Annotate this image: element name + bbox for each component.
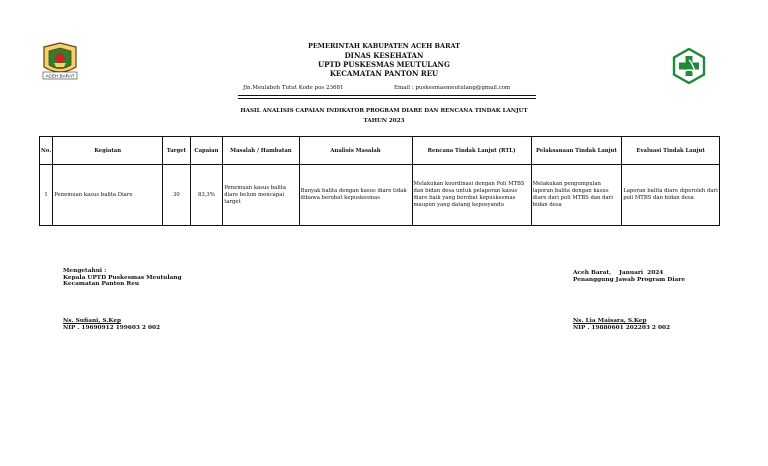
header-no: No. xyxy=(40,137,53,165)
table-header-row xyxy=(40,137,720,165)
signature-right xyxy=(573,270,685,283)
cell-capaian: 83,3% xyxy=(190,165,223,226)
letterhead-government: PEMERINTAH KABUPATEN ACEH BARAT xyxy=(307,42,461,50)
analysis-table xyxy=(39,136,720,226)
cell-pelaksanaan: Melakukan pengumpulan laporan balita dengan kasus diare dari poli MTBS dan dari bidan desa xyxy=(531,165,622,226)
header-evaluasi: Evaluasi Tindak Lanjut xyxy=(622,137,720,165)
sig-left-line3: Kecamatan Panton Reu xyxy=(63,281,140,287)
sig-right-nip: NIP . 19880601 202203 2 002 xyxy=(573,324,671,331)
letterhead-unit: UPTD PUSKESMAS MEUTULANG xyxy=(318,60,450,69)
header-kegiatan: Kegiatan xyxy=(53,137,163,165)
sig-left-line2: Kepala UPTD Puskesmas Meutulang xyxy=(63,274,182,281)
letterhead-divider-thin xyxy=(238,98,536,99)
sig-left-nip: NIP . 19690912 199603 2 002 xyxy=(63,324,161,331)
sig-left-name: Ns. Sufiani, S.Kep xyxy=(63,318,122,324)
sig-left-line1: Mengetahui : xyxy=(63,268,107,274)
cell-masalah: Penemuan kasus balita diare belum mencapai target xyxy=(223,165,299,226)
signature-right-name-block xyxy=(573,318,670,331)
cell-kegiatan: Penemuan kasus balita Diare xyxy=(53,165,163,226)
header-pelaksanaan: Pelaksanaan Tindak Lanjut xyxy=(531,137,622,165)
letterhead-district: KECAMATAN PANTON REU xyxy=(329,69,439,78)
cell-no: 1 xyxy=(40,165,53,226)
header-rtl: Rencana Tindak Lanjut (RTL) xyxy=(412,137,531,165)
sig-right-name: Ns. Lia Maisara, S.Kep xyxy=(573,318,647,324)
cell-evaluasi: Laporan balita diare diperoleh dari poli MTBS dan bidan desa xyxy=(622,165,720,226)
cell-analisis: Banyak balita dengan kasus diare tidak dibawa berobat kepuskesmas xyxy=(299,165,412,226)
signature-left-name-block xyxy=(63,318,160,331)
cell-target: 30 xyxy=(163,165,190,226)
header-target: Target xyxy=(163,137,190,165)
document-title: HASIL ANALISIS CAPAIAN INDIKATOR PROGRAM DIARE DAN RENCANA TINDAK LANJUT xyxy=(240,108,528,114)
header-analisis: Analisis Masalah xyxy=(299,137,412,165)
table-row xyxy=(40,165,720,226)
letterhead-divider xyxy=(238,95,536,96)
letterhead xyxy=(0,42,768,78)
signature-left xyxy=(63,268,182,288)
email-text: Email : puskesmasmeutulang@gmail.com xyxy=(394,85,511,91)
logo-left-text: ACEH BARAT xyxy=(45,73,75,79)
cell-rtl: Melakukan koordinasi dengan Poli MTBS dan bidan desa untuk pelaporan kasus diare baik yang berobat kepuskesmas maupun yang datang keposyandu xyxy=(412,165,531,226)
address-text: Jln.Meulaboh Tutut Kode pos 23681 xyxy=(243,85,344,91)
document-year: TAHUN 2023 xyxy=(363,118,405,124)
sig-right-line2: Penanggung Jawab Program Diare xyxy=(573,276,686,283)
header-capaian: Capaian xyxy=(190,137,223,165)
header-masalah: Masalah / Hambatan xyxy=(223,137,299,165)
document-title-block xyxy=(0,106,768,126)
sig-right-line1: Aceh Barat, Januari 2024 xyxy=(573,270,664,276)
letterhead-department: DINAS KESEHATAN xyxy=(344,51,424,60)
